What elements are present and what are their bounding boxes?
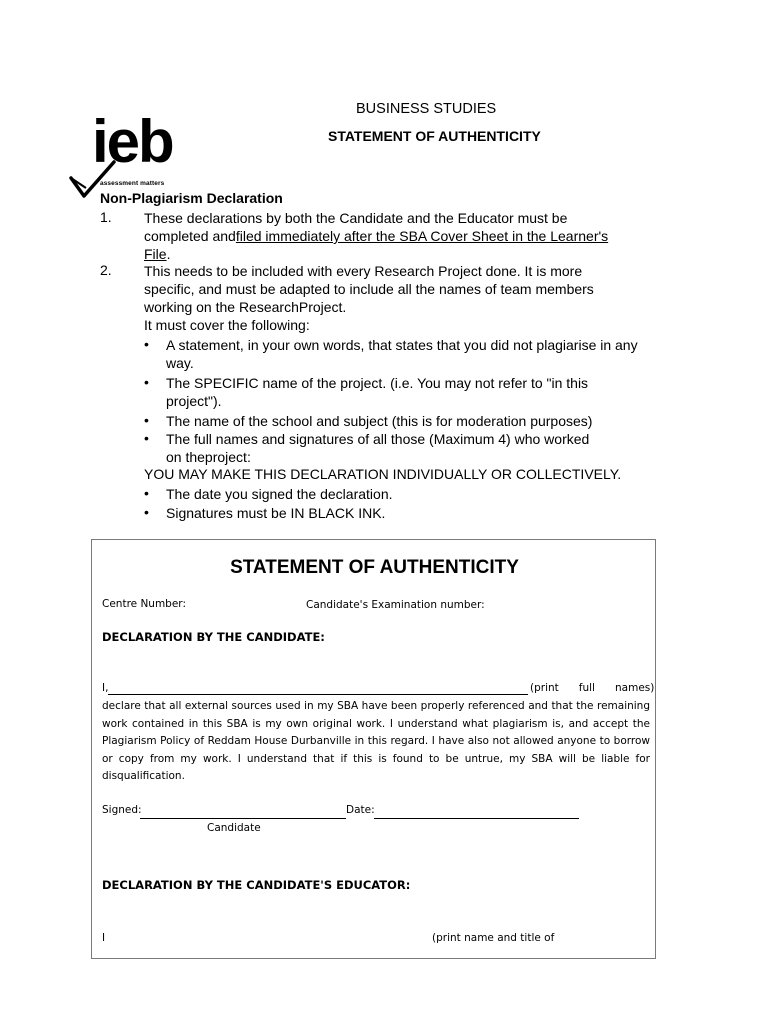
item2-line3: working on the ResearchProject.	[144, 299, 347, 315]
candidate-declaration-heading: DECLARATION BY THE CANDIDATE:	[102, 630, 325, 644]
date-field[interactable]	[374, 818, 579, 819]
centre-number-label: Centre Number:	[102, 598, 186, 610]
item1-line1: These declarations by both the Candidate and the Educator must be	[144, 210, 568, 226]
bullet: •	[144, 336, 149, 352]
declaration-text: declare that all external sources used in my SBA have been properly referenced and that the remaining work contained in this SBA is my own original work. I understand what plagiarism is, and accept the Plagiarism Policy of Reddam House Durbanville in this regard. I have also not allowed anyone to borrow or copy from my work. I understand that if this is found to be untrue, my SBA will be liable for disqualification.	[102, 700, 650, 782]
candidate-label: Candidate	[207, 822, 261, 834]
bullet-text: The date you signed the declaration.	[166, 486, 393, 502]
instruction-item-1	[144, 209, 656, 263]
document-title: STATEMENT OF AUTHENTICITY	[328, 128, 541, 144]
signed-label: Signed:	[102, 804, 142, 816]
bullet-text: The name of the school and subject (this is for moderation purposes)	[166, 413, 593, 429]
name-prefix: I,	[102, 682, 109, 694]
bullet-text: A statement, in your own words, that states that you did not plagiarise in any way.	[166, 337, 638, 371]
bullet: •	[144, 412, 149, 428]
item1-line3: File.	[144, 246, 171, 262]
bullet-text: The SPECIFIC name of the project. (i.e. You may not refer to "in this project").	[166, 375, 589, 409]
bullet: •	[144, 430, 149, 446]
item2-line4: It must cover the following:	[144, 317, 310, 333]
bullet: •	[144, 504, 149, 520]
bullet-text: The full names and signatures of all those (Maximum 4) who worked on theproject:	[166, 431, 590, 465]
print-full-names-label: (print full names)	[530, 682, 655, 694]
item-number: 2.	[100, 262, 112, 278]
logo-wordmark: ieb	[92, 108, 173, 175]
logo-tagline: assessment matters	[100, 180, 165, 187]
instruction-item-2	[144, 262, 656, 334]
bullet: •	[144, 374, 149, 390]
signature-field[interactable]	[140, 818, 346, 819]
exam-number-label: Candidate's Examination number:	[306, 599, 485, 611]
bullet: •	[144, 485, 149, 501]
authenticity-form	[91, 539, 656, 959]
item2-line1: This needs to be included with every Research Project done. It is more	[144, 263, 583, 279]
item-number: 1.	[100, 209, 112, 225]
educator-prefix: I	[102, 932, 106, 944]
item2-line2: specific, and must be adapted to include all the names of team members	[144, 281, 594, 297]
collective-note: YOU MAY MAKE THIS DECLARATION INDIVIDUALLY OR COLLECTIVELY.	[144, 466, 622, 482]
full-names-field[interactable]	[108, 694, 528, 695]
section-heading: Non-Plagiarism Declaration	[100, 190, 283, 206]
bullet-text: Signatures must be IN BLACK INK.	[166, 505, 386, 521]
form-title: STATEMENT OF AUTHENTICITY	[230, 557, 519, 578]
item1-line2: completed andfiled immediately after the SBA Cover Sheet in the Learner's	[144, 228, 609, 244]
educator-print-label: (print name and title of	[432, 932, 555, 944]
educator-declaration-heading: DECLARATION BY THE CANDIDATE'S EDUCATOR:	[102, 878, 411, 892]
date-label: Date:	[346, 804, 375, 816]
